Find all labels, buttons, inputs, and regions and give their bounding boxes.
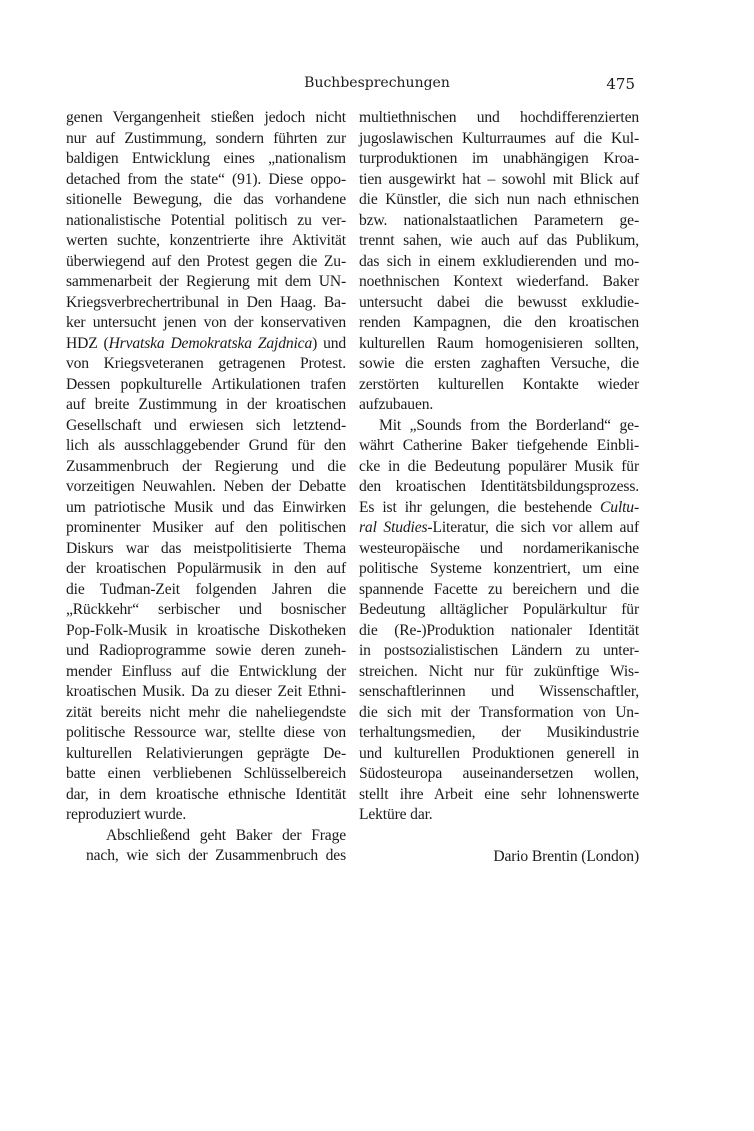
text-line: vorzeitigen Neuwahlen. Neben der Debatte [66,478,346,495]
section-title: Buchbesprechungen [304,75,450,91]
left-column [66,108,346,867]
text-line: werten suchte, konzentrierte ihre Aktivität [66,232,346,249]
text-line: trennt sahen, wie auch auf das Publikum, [359,232,639,249]
text-line: ral Studies-Literatur, die sich vor allem auf [359,519,639,536]
text-line: sowie die ersten zaghaften Versuche, die [359,355,639,372]
text-line: von Kriegsveteranen getragenen Protest. [66,355,346,372]
text-line: Diskurs war das meistpolitisierte Thema [66,539,346,557]
text-line: ker untersucht jenen von der konservativen [66,314,346,331]
text-line: untersucht dabei die bewusst exkludie- [359,293,639,311]
text-line: lich als ausschlaggebender Grund für den [66,437,346,454]
paragraph [359,108,639,416]
italic-text: Cultu- [600,498,639,516]
running-head [0,75,754,97]
text-line: „Rückkehr“ serbischer und bosnischer [66,601,346,618]
text-line: politische Ressource war, stellte diese von [66,724,346,741]
text-line: streichen. Nicht nur für zukünftige Wis- [359,662,639,680]
text-line: die sich mit der Transformation von Un- [359,703,639,721]
reviewer-signature: Dario Brentin (London) [493,847,639,865]
text-line: die Tuđman-Zeit folgenden Jahren die [66,580,346,598]
text-line: kulturellen Raum homogenisieren sollten, [359,334,639,352]
italic-text: ral Studies [359,519,428,536]
right-column [359,108,639,867]
text-line: cke in die Bedeutung populärer Musik für [359,457,639,475]
text-line: währt Catherine Baker tiefgehende Einbli- [359,437,639,454]
text-line: der kroatischen Populärmusik in den auf [66,560,346,577]
paragraph [66,108,346,826]
text-line: HDZ (Hrvatska Demokratska Zajdnica) und [66,334,347,352]
text-line: und kulturellen Produktionen generell in [359,744,639,762]
text-line: genen Vergangenheit stießen jedoch nicht [66,109,346,126]
text-line: Kriegsverbrechertribunal in Den Haag. Ba- [66,293,346,311]
text-line: Lektüre dar. [359,806,433,823]
text-line: mender Einfluss auf die Entwicklung der [66,662,346,680]
text-line: reproduziert wurde. [66,806,187,823]
text-line: Südosteuropa auseinandersetzen wollen, [359,765,639,782]
text-line: zität bereits nicht mehr die naheliegendste [66,703,346,721]
text-line: stellt ihre Arbeit eine sehr lohnenswerte [359,785,639,803]
text-line: nach, wie sich der Zusammenbruch des [86,847,346,864]
text-line: sammenarbeit der Regierung mit dem UN- [66,273,346,290]
text-line: Dessen popkulturelle Artikulationen trafen [66,375,346,393]
text-line: senschaftlerinnen und Wissenschaftler, [359,683,639,700]
text-line: Gesellschaft und erwiesen sich letztend- [66,416,346,434]
text-line: prominenter Musiker auf den politischen [66,519,346,536]
text-line: renden Kampagnen, die den kroatischen [359,314,639,331]
text-line: den kroatischen Identitätsbildungsprozess. [359,478,639,495]
text-line: terhaltungsmedien, der Musikindustrie [359,724,639,741]
text-line: multiethnischen und hochdifferenzierten [359,109,639,126]
text-line: sitionelle Bewegung, die das vorhandene [66,191,346,208]
text-line: detached from the state“ (91). Diese oppo- [66,170,346,188]
text-line: politische Systeme konzentriert, um eine [359,560,639,577]
text-line: tien ausgewirkt hat – sowohl mit Blick auf [359,170,639,188]
italic-text: Hrvatska Demokratska Zajdnica [108,334,313,352]
page-number: 475 [606,75,635,93]
text-line: turproduktionen im unabhängigen Kroa- [359,150,639,167]
text-line: Es ist ihr gelungen, die bestehende Cultu- [359,498,639,516]
text-line: jugoslawischen Kulturraumes auf die Kul- [359,129,639,147]
text-line: auf breite Zustimmung in der kroatischen [66,396,346,413]
text-line: kulturellen Relativierungen geprägte De- [66,744,346,762]
paragraph [359,416,639,826]
text-line: westeuropäische und nordamerikanische [359,539,639,557]
text-line: Zusammenbruch der Regierung und die [66,457,346,475]
text-line: die Künstler, die sich nun nach ethnischen [359,191,639,208]
text-line: nur auf Zustimmung, sondern führten zur [66,129,346,147]
paragraph [66,826,346,867]
text-line: Pop-Folk-Musik in kroatische Diskotheken [66,621,346,639]
text-line: nationalistische Potential politisch zu ver- [66,211,346,229]
text-line: Mit „Sounds from the Borderland“ ge- [379,416,639,434]
text-line: zerstörten kulturellen Kontakte wieder [359,375,639,393]
text-line: die (Re-)Produktion nationaler Identität [359,621,639,639]
text-line: das sich in einem exkludierenden und mo- [359,252,639,270]
text-line: bzw. nationalstaatlichen Parametern ge- [359,211,639,229]
text-line: kroatischen Musik. Da zu dieser Zeit Ethni- [66,683,346,700]
text-line: batte einen verbliebenen Schlüsselbereich [66,765,346,782]
text-line: Bedeutung alltäglicher Populärkultur für [359,601,639,618]
text-line: überwiegend auf den Protest gegen die Zu- [66,252,346,270]
text-line: in postsozialistischen Ländern zu unter- [359,642,639,659]
text-line: um patriotische Musik und das Einwirken [66,498,346,516]
text-line: baldigen Entwicklung eines „nationalism [66,150,346,167]
text-line: spannende Facette zu bereichern und die [359,580,639,598]
text-line: und Radioprogramme sowie deren zuneh- [66,642,346,659]
text-line: aufzubauen. [359,396,434,413]
text-line: dar, in dem kroatische ethnische Identität [66,785,346,803]
text-line: noethnischen Kontext wiederfand. Baker [359,273,639,290]
text-line: Abschließend geht Baker der Frage [106,826,346,844]
